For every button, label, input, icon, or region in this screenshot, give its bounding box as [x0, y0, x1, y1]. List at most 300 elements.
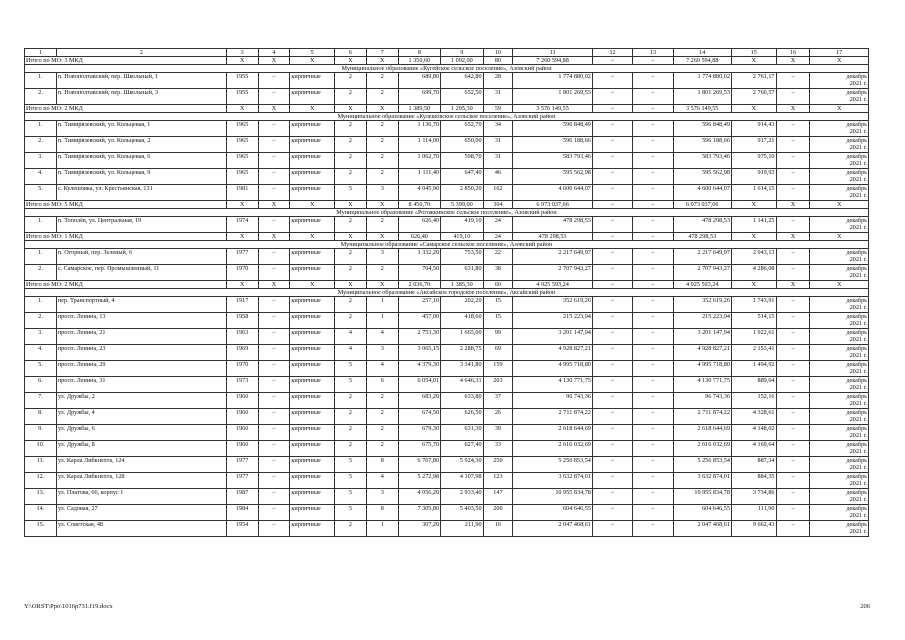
table-cell: –	[633, 441, 673, 457]
table-cell: 2	[334, 73, 366, 89]
deadline-month: декабрь	[846, 217, 867, 224]
table-cell: кирпичные	[290, 441, 335, 457]
column-number-cell: 10	[483, 49, 513, 57]
table-cell: 2	[334, 297, 366, 313]
table-cell: 6 054,01	[398, 377, 440, 393]
deadline-month: декабрь	[846, 409, 867, 416]
table-cell: 1 332,20	[398, 249, 440, 265]
table-cell: 914,43	[731, 121, 776, 137]
table-cell: –	[592, 249, 632, 265]
table-cell: 753,50	[441, 249, 483, 265]
table-cell: 1 111,40	[398, 169, 440, 185]
table-cell: 1 141,25	[731, 217, 776, 233]
table-row	[25, 425, 869, 441]
column-number-cell: 13	[633, 49, 673, 57]
table-cell: 1 665,00	[441, 329, 483, 345]
table-row	[25, 361, 869, 377]
total-cell: X	[776, 233, 810, 241]
table-cell: 975,10	[731, 153, 776, 169]
table-cell: –	[258, 377, 290, 393]
total-cell: 4 925 593,24	[513, 281, 593, 289]
table-cell: кирпичные	[290, 377, 335, 393]
total-cell: 5 399,00	[441, 201, 483, 209]
row-number: 1.	[25, 249, 57, 265]
table-cell: 596 848,49	[513, 121, 593, 137]
total-cell: X	[810, 281, 869, 289]
total-cell: 626,40	[398, 233, 440, 241]
deadline-cell	[810, 361, 869, 377]
total-cell: 80	[483, 57, 513, 65]
row-number: 2.	[25, 313, 57, 329]
deadline-month: декабрь	[846, 377, 867, 384]
table-cell: 1 494,92	[731, 361, 776, 377]
table-cell: 3 734,86	[731, 489, 776, 505]
table-cell: 2	[366, 89, 398, 105]
deadline-cell	[810, 73, 869, 89]
deadline-cell	[810, 409, 869, 425]
total-cell: 8 450,70	[398, 201, 440, 209]
table-cell: 1977	[226, 249, 258, 265]
table-cell: –	[633, 137, 673, 153]
table-cell: 3 201 147,94	[673, 329, 731, 345]
table-cell: –	[592, 425, 632, 441]
table-cell: 96 743,36	[673, 393, 731, 409]
column-number-cell: 1	[25, 49, 57, 57]
deadline-cell	[810, 441, 869, 457]
table-cell: 2	[334, 393, 366, 409]
deadline-cell	[810, 89, 869, 105]
table-cell: 2 616 032,69	[513, 441, 593, 457]
table-cell: –	[776, 457, 810, 473]
table-cell: 39	[483, 425, 513, 441]
row-number: 4.	[25, 169, 57, 185]
total-cell: X	[810, 201, 869, 209]
table-cell: –	[776, 249, 810, 265]
total-row	[25, 281, 869, 289]
table-cell: –	[258, 489, 290, 505]
table-cell: –	[776, 89, 810, 105]
table-cell: –	[633, 249, 673, 265]
table-cell: 4 379,30	[398, 361, 440, 377]
total-cell: X	[290, 281, 335, 289]
total-cell: 59	[483, 105, 513, 113]
table-row	[25, 185, 869, 201]
table-cell: –	[258, 361, 290, 377]
total-cell: X	[290, 233, 335, 241]
table-cell: –	[592, 217, 632, 233]
footer-page-number: 206	[860, 603, 870, 610]
table-cell: 642,80	[441, 73, 483, 89]
section-heading-row	[25, 65, 869, 73]
section-heading: Муниципальное образование «Кулешовское сельское поселение», Азовский район	[25, 113, 869, 121]
deadline-year: 2021 г.	[849, 256, 867, 263]
table-cell: 352 619,26	[513, 297, 593, 313]
table-cell: –	[258, 297, 290, 313]
table-cell: –	[776, 361, 810, 377]
table-cell: 5	[334, 505, 366, 521]
table-cell: 2 753,30	[398, 329, 440, 345]
total-cell: 7 260 594,88	[673, 57, 731, 65]
table-cell: –	[633, 521, 673, 537]
register-table	[24, 48, 869, 537]
table-cell: 352 619,26	[673, 297, 731, 313]
deadline-year: 2021 г.	[849, 160, 867, 167]
table-cell: –	[776, 377, 810, 393]
total-cell: X	[258, 233, 290, 241]
total-cell: –	[592, 105, 632, 113]
total-cell: –	[592, 233, 632, 241]
column-number-cell: 9	[441, 49, 483, 57]
table-cell: 917,21	[731, 137, 776, 153]
table-cell: 1 801 269,53	[673, 89, 731, 105]
address-cell: ул. Садовая, 27	[56, 505, 226, 521]
table-cell: –	[258, 505, 290, 521]
section-heading: Муниципальное образование «Рогожкинское сельское поселение», Азовский район	[25, 209, 869, 217]
table-cell: 4	[366, 361, 398, 377]
deadline-month: декабрь	[846, 361, 867, 368]
table-cell: 1 922,61	[731, 329, 776, 345]
table-cell: –	[258, 393, 290, 409]
table-cell: кирпичные	[290, 137, 335, 153]
deadline-cell	[810, 249, 869, 265]
deadline-year: 2021 г.	[849, 528, 867, 535]
table-cell: 31	[483, 89, 513, 105]
table-cell: –	[258, 441, 290, 457]
table-cell: 3 341,80	[441, 361, 483, 377]
table-cell: 5 924,30	[441, 457, 483, 473]
address-cell: просп. Ленина, 29	[56, 361, 226, 377]
table-cell: 10 955 834,78	[513, 489, 593, 505]
address-cell: п. Новополтавский, пер. Школьный, 1	[56, 73, 226, 89]
address-cell: ул. Карла Либкнехта, 124	[56, 457, 226, 473]
table-cell: –	[592, 345, 632, 361]
total-cell: 60	[483, 281, 513, 289]
row-number: 1.	[25, 73, 57, 89]
table-cell: 9 662,43	[731, 521, 776, 537]
total-cell: X	[334, 281, 366, 289]
table-cell: –	[776, 441, 810, 457]
deadline-cell	[810, 377, 869, 393]
table-cell: 1954	[226, 521, 258, 537]
total-cell: –	[592, 201, 632, 209]
total-cell: –	[633, 105, 673, 113]
table-cell: –	[633, 153, 673, 169]
table-cell: 3 632 874,01	[513, 473, 593, 489]
table-cell: 1970	[226, 361, 258, 377]
table-cell: 1965	[226, 153, 258, 169]
total-cell: 1 389,50	[398, 105, 440, 113]
deadline-cell	[810, 121, 869, 137]
address-cell: п. Тимирязевский, ул. Кольцевая, 2	[56, 137, 226, 153]
deadline-cell	[810, 489, 869, 505]
table-cell: 28	[483, 73, 513, 89]
table-cell: 1 136,70	[398, 121, 440, 137]
total-cell: X	[226, 281, 258, 289]
total-cell: X	[776, 201, 810, 209]
deadline-year: 2021 г.	[849, 368, 867, 375]
table-cell: –	[633, 393, 673, 409]
table-cell: –	[592, 313, 632, 329]
total-cell: X	[290, 57, 335, 65]
table-cell: 4 056,20	[398, 489, 440, 505]
deadline-month: декабрь	[846, 505, 867, 512]
table-cell: 3 201 147,94	[513, 329, 593, 345]
table-cell: –	[592, 89, 632, 105]
table-cell: 215 223,94	[673, 313, 731, 329]
table-cell: 2	[334, 521, 366, 537]
table-cell: 211,90	[441, 521, 483, 537]
table-cell: 4 045,90	[398, 185, 440, 201]
deadline-year: 2021 г.	[849, 480, 867, 487]
address-cell: просп. Ленина, 23	[56, 345, 226, 361]
deadline-cell	[810, 265, 869, 281]
table-cell: 1	[366, 297, 398, 313]
deadline-month: декабрь	[846, 425, 867, 432]
table-cell: 4 928 827,21	[513, 345, 593, 361]
table-cell: –	[633, 489, 673, 505]
total-cell: 2 036,70	[398, 281, 440, 289]
deadline-year: 2021 г.	[849, 448, 867, 455]
deadline-cell	[810, 185, 869, 201]
table-cell: 3 065,15	[398, 345, 440, 361]
column-number-cell: 17	[810, 49, 869, 57]
table-cell: 4	[334, 329, 366, 345]
table-cell: –	[258, 153, 290, 169]
address-cell: ул. Платова, 66, корпус 1	[56, 489, 226, 505]
deadline-year: 2021 г.	[849, 512, 867, 519]
table-cell: 674,50	[398, 409, 440, 425]
table-cell: 5 272,98	[398, 473, 440, 489]
deadline-cell	[810, 313, 869, 329]
table-cell: –	[258, 457, 290, 473]
table-cell: 4 169,64	[731, 441, 776, 457]
footer-file-path: Y:\ORST\Ppo\1016p731.f19.docx	[24, 603, 113, 610]
table-cell: 1	[366, 521, 398, 537]
row-number: 13.	[25, 489, 57, 505]
table-cell: 595 562,98	[673, 169, 731, 185]
table-cell: –	[633, 473, 673, 489]
table-cell: –	[592, 409, 632, 425]
table-cell: кирпичные	[290, 393, 335, 409]
table-cell: 5	[334, 185, 366, 201]
table-cell: 1973	[226, 377, 258, 393]
table-cell: 1977	[226, 473, 258, 489]
table-cell: 699,70	[398, 89, 440, 105]
table-cell: 1984	[226, 505, 258, 521]
deadline-month: декабрь	[846, 169, 867, 176]
total-cell: 304	[483, 201, 513, 209]
table-cell: 2	[366, 137, 398, 153]
table-cell: –	[633, 505, 673, 521]
deadline-year: 2021 г.	[849, 128, 867, 135]
deadline-year: 2021 г.	[849, 224, 867, 231]
total-cell: 3 576 149,55	[673, 105, 731, 113]
table-cell: 46	[483, 169, 513, 185]
table-cell: –	[592, 441, 632, 457]
table-cell: 4 148,02	[731, 425, 776, 441]
table-cell: 2	[334, 425, 366, 441]
table-cell: –	[258, 137, 290, 153]
total-cell: 6 973 037,66	[673, 201, 731, 209]
table-cell: 4 646,31	[441, 377, 483, 393]
table-cell: 4 286,08	[731, 265, 776, 281]
table-cell: кирпичные	[290, 185, 335, 201]
total-cell: X	[731, 57, 776, 65]
table-cell: 1 062,70	[398, 153, 440, 169]
table-cell: 4 107,98	[441, 473, 483, 489]
total-cell: –	[633, 281, 673, 289]
table-cell: 598,70	[441, 153, 483, 169]
table-cell: кирпичные	[290, 361, 335, 377]
address-cell: п. Огорный, пер. Зеленый, 6	[56, 249, 226, 265]
table-cell: 457,00	[398, 313, 440, 329]
deadline-year: 2021 г.	[849, 336, 867, 343]
table-cell: –	[258, 265, 290, 281]
table-cell: 596 848,49	[673, 121, 731, 137]
table-cell: –	[258, 73, 290, 89]
table-cell: 679,30	[398, 425, 440, 441]
table-cell: 596 188,66	[673, 137, 731, 153]
total-cell: X	[810, 57, 869, 65]
deadline-month: декабрь	[846, 185, 867, 192]
column-number-cell: 4	[258, 49, 290, 57]
address-cell: просп. Ленина, 13	[56, 313, 226, 329]
address-cell: с. Кулешовка, ул. Крестьянская, 131	[56, 185, 226, 201]
table-row	[25, 313, 869, 329]
table-cell: –	[776, 169, 810, 185]
table-cell: 2	[334, 441, 366, 457]
table-cell: –	[633, 313, 673, 329]
table-cell: –	[776, 73, 810, 89]
table-cell: 215 223,94	[513, 313, 593, 329]
table-cell: 478 298,53	[513, 217, 593, 233]
row-number: 15.	[25, 521, 57, 537]
table-cell: кирпичные	[290, 73, 335, 89]
table-cell: –	[258, 409, 290, 425]
table-cell: 69	[483, 345, 513, 361]
table-cell: 34	[483, 121, 513, 137]
address-cell: п. Тимирязевский, ул. Кольцевая, 6	[56, 153, 226, 169]
total-cell: X	[258, 201, 290, 209]
address-cell: ул. Дружбы, 8	[56, 441, 226, 457]
table-cell: 2 707 943,27	[673, 265, 731, 281]
address-cell: ул. Дружбы, 4	[56, 409, 226, 425]
table-cell: –	[776, 329, 810, 345]
deadline-month: декабрь	[846, 393, 867, 400]
table-cell: кирпичные	[290, 249, 335, 265]
table-cell: 15	[483, 297, 513, 313]
deadline-cell	[810, 137, 869, 153]
table-cell: 4 130 771,75	[673, 377, 731, 393]
section-heading-row	[25, 289, 869, 297]
total-cell: X	[334, 201, 366, 209]
table-row	[25, 265, 869, 281]
table-cell: кирпичные	[290, 473, 335, 489]
table-cell: –	[258, 217, 290, 233]
table-cell: 2	[366, 425, 398, 441]
total-label: Итого по МО: 1 МКД	[25, 233, 227, 241]
table-cell: 1960	[226, 409, 258, 425]
total-cell: 1 350,60	[398, 57, 440, 65]
table-cell: 96 743,36	[513, 393, 593, 409]
table-cell: 15	[483, 313, 513, 329]
table-cell: 631,30	[441, 425, 483, 441]
table-row	[25, 137, 869, 153]
table-cell: 2	[366, 441, 398, 457]
total-cell: X	[366, 281, 398, 289]
table-cell: 250	[483, 457, 513, 473]
column-number-cell: 14	[673, 49, 731, 57]
table-cell: –	[776, 345, 810, 361]
table-cell: 2	[334, 169, 366, 185]
table-cell: 26	[483, 409, 513, 425]
row-number: 12.	[25, 473, 57, 489]
total-cell: X	[258, 281, 290, 289]
deadline-cell	[810, 473, 869, 489]
total-cell: X	[290, 105, 335, 113]
deadline-month: декабрь	[846, 265, 867, 272]
table-cell: –	[633, 361, 673, 377]
table-cell: 8	[366, 505, 398, 521]
table-cell: 683,20	[398, 393, 440, 409]
table-cell: 5 256 853,54	[513, 457, 593, 473]
table-cell: –	[633, 169, 673, 185]
table-cell: –	[633, 73, 673, 89]
table-cell: –	[258, 521, 290, 537]
total-cell: X	[776, 105, 810, 113]
table-cell: –	[592, 73, 632, 89]
table-cell: 2 761,17	[731, 73, 776, 89]
row-number: 2.	[25, 265, 57, 281]
table-cell: –	[633, 377, 673, 393]
table-cell: –	[258, 473, 290, 489]
deadline-year: 2021 г.	[849, 320, 867, 327]
table-cell: 919,93	[731, 169, 776, 185]
table-cell: кирпичные	[290, 505, 335, 521]
total-cell: X	[226, 233, 258, 241]
table-cell: 596 188,66	[513, 137, 593, 153]
table-cell: 2	[366, 153, 398, 169]
table-cell: 1	[366, 313, 398, 329]
table-cell: кирпичные	[290, 121, 335, 137]
table-cell: 4 995 718,80	[513, 361, 593, 377]
table-cell: 307,20	[398, 521, 440, 537]
table-cell: –	[776, 185, 810, 201]
deadline-month: декабрь	[846, 89, 867, 96]
row-number: 1.	[25, 297, 57, 313]
table-cell: 31	[483, 153, 513, 169]
table-cell: –	[258, 425, 290, 441]
table-cell: –	[633, 409, 673, 425]
table-cell: –	[592, 457, 632, 473]
table-cell: 3	[366, 185, 398, 201]
deadline-year: 2021 г.	[849, 80, 867, 87]
table-row	[25, 249, 869, 265]
table-cell: –	[633, 425, 673, 441]
table-cell: 33	[483, 441, 513, 457]
total-cell: –	[592, 57, 632, 65]
table-cell: 689,80	[398, 73, 440, 89]
table-cell: –	[592, 137, 632, 153]
row-number: 5.	[25, 185, 57, 201]
deadline-month: декабрь	[846, 473, 867, 480]
row-number: 2.	[25, 89, 57, 105]
address-cell: ул. Дружбы, 2	[56, 393, 226, 409]
table-cell: кирпичные	[290, 153, 335, 169]
row-number: 11.	[25, 457, 57, 473]
table-cell: –	[592, 393, 632, 409]
total-label: Итого по МО: 3 МКД	[25, 57, 227, 65]
